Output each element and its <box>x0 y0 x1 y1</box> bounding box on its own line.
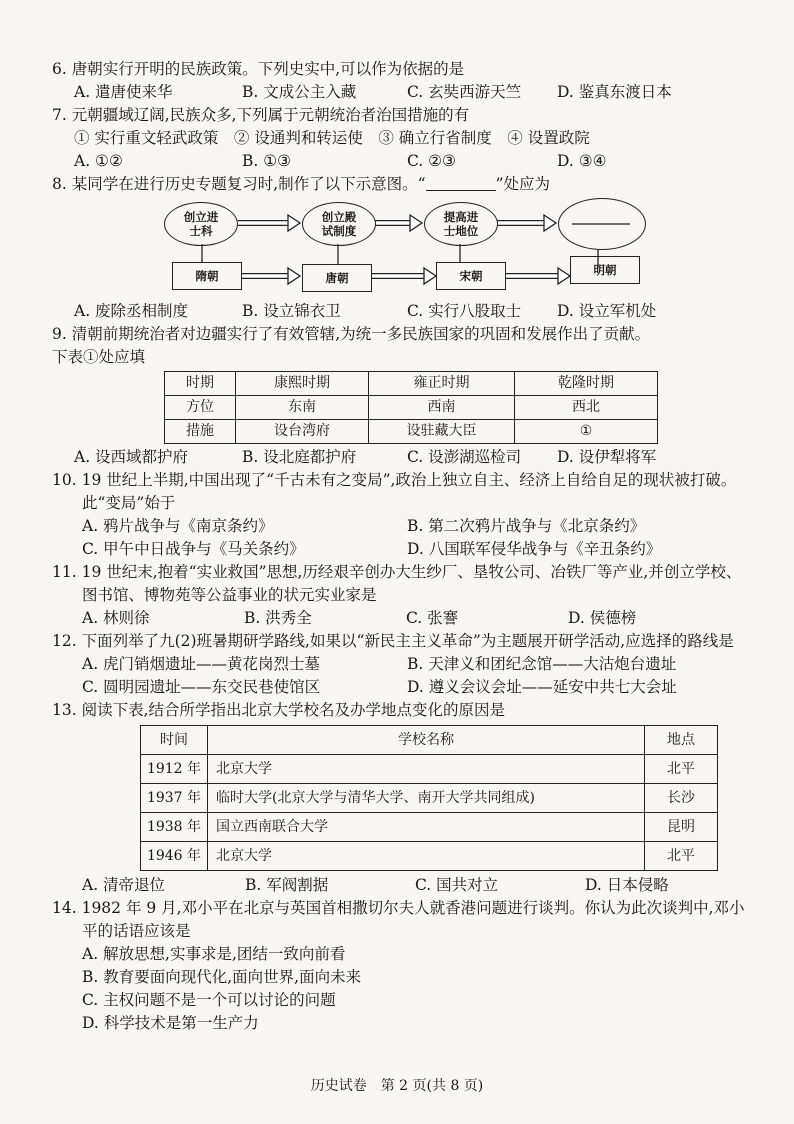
page-footer: 历史试卷 第 2 页(共 8 页) <box>310 1078 484 1094</box>
header-place: 地点 <box>645 726 718 755</box>
option-c: C. 设澎湖巡检司 <box>407 448 522 466</box>
question-6 <box>52 58 752 104</box>
question-stem: 13. 阅读下表,结合所学指出北京大学校名及办学地点变化的原因是 <box>52 701 506 719</box>
table-cell: 设台湾府 <box>236 420 369 444</box>
question-stem-line2: 下表①处应填 <box>52 348 146 366</box>
table-cell: 设驻藏大臣 <box>369 420 515 444</box>
question-13 <box>52 699 752 897</box>
table-cell: 乾隆时期 <box>515 372 658 396</box>
option-d: D. 设伊犁将军 <box>557 448 657 466</box>
table-cell: ① <box>515 420 658 444</box>
table-cell: 西南 <box>369 396 515 420</box>
table-cell: 临时大学(北京大学与清华大学、南开大学共同组成) <box>208 784 645 813</box>
box-sui: 隋朝 <box>172 262 242 290</box>
exam-page <box>52 58 752 1035</box>
option-b: B. 文成公主入藏 <box>242 83 357 101</box>
table-row <box>141 755 718 784</box>
table-row <box>141 813 718 842</box>
exam-system-diagram <box>52 200 752 298</box>
options-row <box>52 676 752 699</box>
stem-after-blank: ”处应为 <box>495 175 551 193</box>
options-row <box>52 446 752 469</box>
option-d: D. ③④ <box>557 152 607 170</box>
options-row <box>52 538 752 561</box>
ellipse-2: 创立殿试制度 <box>302 202 376 246</box>
option-b: B. 天津义和团纪念馆——大沽炮台遗址 <box>407 655 677 673</box>
option-c: C. 主权问题不是一个可以讨论的问题 <box>82 991 336 1009</box>
question-stem: 11. 19 世纪末,抱着“实业救国”思想,历经艰辛创办大生纱厂、垦牧公司、冶铁厂等产业,并创立学校、图书馆、博物苑等公益事业的状元实业家是 <box>52 563 742 604</box>
options-row <box>52 515 752 538</box>
options-row <box>52 607 752 630</box>
ellipse-1: 创立进士科 <box>164 202 238 246</box>
question-stem: 10. 19 世纪上半期,中国出现了“千古未有之变局”,政治上独立自主、经济上自给自足的现状被打破。此“变局”始于 <box>52 471 737 512</box>
option-a: A. 遣唐使来华 <box>74 83 173 101</box>
table-cell: 康熙时期 <box>236 372 369 396</box>
table-cell: 北京大学 <box>208 842 645 871</box>
box-tang: 唐朝 <box>302 264 372 292</box>
option-b: B. 第二次鸦片战争与《北京条约》 <box>407 517 646 535</box>
option-c: C. ②③ <box>407 152 456 170</box>
option-c: C. 张謇 <box>406 609 459 627</box>
table-cell: 北京大学 <box>208 755 645 784</box>
table-cell: 东南 <box>236 396 369 420</box>
question-stem <box>52 173 752 196</box>
question-7 <box>52 104 752 173</box>
options-row <box>52 300 752 323</box>
header-school-name: 学校名称 <box>208 726 645 755</box>
option-b: B. 教育要面向现代化,面向世界,面向未来 <box>82 968 362 986</box>
table-cell: 昆明 <box>645 813 718 842</box>
option-d: D. 遵义会议会址——延安中共七大会址 <box>407 678 677 696</box>
question-10 <box>52 469 752 561</box>
option-b: B. 洪秀全 <box>244 609 312 627</box>
question-stem: 7. 元朝疆域辽阔,民族众多,下列属于元朝统治者治国措施的有 <box>52 106 470 124</box>
option-d: D. 鉴真东渡日本 <box>557 83 672 101</box>
box-song: 宋朝 <box>436 262 506 290</box>
option-c: C. 实行八股取士 <box>407 302 522 320</box>
option-a: A. 林则徐 <box>82 609 150 627</box>
option-d: D. 八国联军侵华战争与《辛丑条约》 <box>407 540 662 558</box>
table-row <box>141 784 718 813</box>
ellipse-3: 提高进士地位 <box>424 202 498 246</box>
question-stem: 12. 下面列举了九(2)班暑期研学路线,如果以“新民主主义革命”为主题展开研学活动,应选择的路线是 <box>52 632 734 650</box>
question-stem: 9. 清朝前期统治者对边疆实行了有效管辖,为统一多民族国家的巩固和发展作出了贡献。 <box>52 325 651 343</box>
header-time: 时间 <box>141 726 208 755</box>
question-9 <box>52 323 752 469</box>
diagram-arrows <box>52 200 752 298</box>
option-b: B. 军阀割据 <box>245 876 329 894</box>
ellipse-blank <box>558 198 646 250</box>
table-row <box>165 396 658 420</box>
stem-before-blank: 8. 某同学在进行历史专题复习时,制作了以下示意图。“ <box>52 175 426 193</box>
table-row <box>141 842 718 871</box>
table-cell: 1946 年 <box>141 842 208 871</box>
option-a: A. ①② <box>74 152 123 170</box>
options-row <box>52 81 752 104</box>
option-c: C. 玄奘西游天竺 <box>407 83 522 101</box>
table-header-row <box>141 726 718 755</box>
options-row <box>52 874 752 897</box>
table-cell: 雍正时期 <box>369 372 515 396</box>
table-cell: 1937 年 <box>141 784 208 813</box>
question-14 <box>52 897 752 1035</box>
qing-frontier-table <box>164 371 658 444</box>
question-11 <box>52 561 752 630</box>
question-12 <box>52 630 752 699</box>
answer-blank <box>426 175 496 191</box>
table-row <box>165 372 658 396</box>
option-a: A. 鸦片战争与《南京条约》 <box>82 517 274 535</box>
box-ming: 明朝 <box>570 256 640 284</box>
option-a: A. 废除丞相制度 <box>74 302 189 320</box>
option-c: C. 国共对立 <box>415 876 499 894</box>
option-b: B. 设北庭都护府 <box>242 448 357 466</box>
table-cell: 方位 <box>165 396 236 420</box>
question-stem: 6. 唐朝实行开明的民族政策。下列史实中,可以作为依据的是 <box>52 60 465 78</box>
option-a: A. 设西域都护府 <box>74 448 189 466</box>
options-row <box>52 653 752 676</box>
question-stem: 14. 1982 年 9 月,邓小平在北京与英国首相撒切尔夫人就香港问题进行谈判。你认为此次谈判中,邓小平的话语应该是 <box>52 899 745 940</box>
table-cell: 措施 <box>165 420 236 444</box>
option-a: A. 解放思想,实事求是,团结一致向前看 <box>82 945 346 963</box>
question-8 <box>52 173 752 323</box>
option-d: D. 侯德榜 <box>568 609 637 627</box>
options-row <box>52 150 752 173</box>
option-d: D. 科学技术是第一生产力 <box>82 1014 259 1032</box>
table-cell: 1912 年 <box>141 755 208 784</box>
option-c: C. 甲午中日战争与《马关条约》 <box>82 540 305 558</box>
numbered-items: ① 实行重文轻武政策 ② 设通判和转运使 ③ 确立行省制度 ④ 设置政院 <box>74 129 590 147</box>
table-cell: 长沙 <box>645 784 718 813</box>
peking-university-table <box>140 725 718 871</box>
option-a: A. 清帝退位 <box>82 876 166 894</box>
table-cell: 西北 <box>515 396 658 420</box>
option-b: B. 设立锦衣卫 <box>242 302 341 320</box>
option-b: B. ①③ <box>242 152 292 170</box>
table-cell: 国立西南联合大学 <box>208 813 645 842</box>
table-cell: 北平 <box>645 755 718 784</box>
table-cell: 1938 年 <box>141 813 208 842</box>
option-a: A. 虎门销烟遗址——黄花岗烈士墓 <box>82 655 321 673</box>
table-row <box>165 420 658 444</box>
option-c: C. 圆明园遗址——东交民巷使馆区 <box>82 678 321 696</box>
table-cell: 北平 <box>645 842 718 871</box>
table-cell: 时期 <box>165 372 236 396</box>
option-d: D. 设立军机处 <box>557 302 657 320</box>
option-d: D. 日本侵略 <box>585 876 669 894</box>
